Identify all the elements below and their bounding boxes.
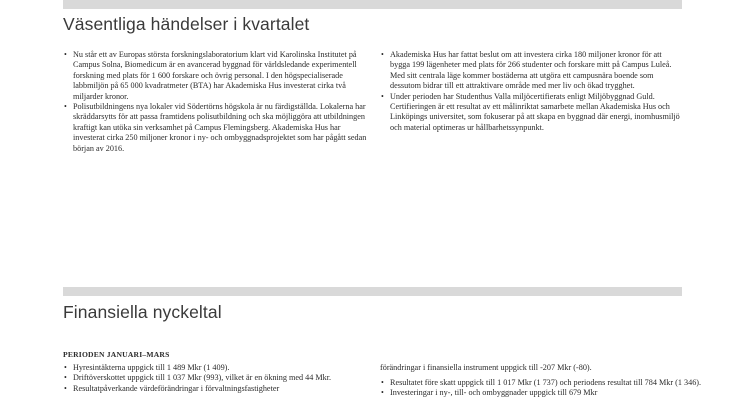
list-item: • Under perioden har Studenthus Valla miljöcertifierats enligt Miljöbyggnad Guld. Certifieringen är ett resultat av ett målinriktat samarbete mellan Akademiska Hus och Linköpings universitet, som fokuserar på att skapa en byggnad där energi, inomhusmiljö och material optimeras ur hållbarhetssynpunkt. <box>380 92 682 134</box>
list-item: • Resultatpåverkande värdeförändringar i förvaltningsfastigheter <box>63 384 367 394</box>
list-item: • Nu står ett av Europas största forskningslaboratorium klart vid Karolinska Institutet på Campus Solna, Biomedicum är en avancerad byggnad för världsledande experimentell forskning med plats för 1 600 forskare och övrig personal. I den högspecialiserade labbmiljön på 65 000 kvadratmeter (BTA) har Akademiska Hus investerat cirka två miljarder kronor. <box>63 50 367 102</box>
list-item: • Akademiska Hus har fattat beslut om att investera cirka 180 miljoner kronor för att bygga 199 lägenheter med plats för 266 studenter och forskare mitt på Campus Luleå. Med sitt centrala läge kommer bostäderna att utgöra ett campusnära boende som dessutom bidrar till ett attraktivare område med mer liv och ökad trygghet. <box>380 50 682 92</box>
list-item: • Investeringar i ny-, till- och ombyggnader uppgick till 679 Mkr <box>380 388 701 398</box>
events-right-list <box>380 50 682 133</box>
section-title-financials: Finansiella nyckeltal <box>63 302 222 322</box>
financials-continued-text: förändringar i finansiella instrument uppgick till -207 Mkr (-80). <box>380 363 592 372</box>
top-divider <box>63 0 682 9</box>
period-label: PERIODEN JANUARI–MARS <box>63 350 170 359</box>
list-item: • Resultatet före skatt uppgick till 1 017 Mkr (1 737) och periodens resultat till 784 Mkr (1 346). <box>380 378 701 388</box>
list-item: • Driftöverskottet uppgick till 1 037 Mkr (993), vilket är en ökning med 44 Mkr. <box>63 373 367 383</box>
section-title-events: Väsentliga händelser i kvartalet <box>63 14 310 34</box>
section-divider <box>63 287 682 296</box>
list-item: • Hyresintäkterna uppgick till 1 489 Mkr (1 409). <box>63 363 367 373</box>
list-item: • Polisutbildningens nya lokaler vid Södertörns högskola är nu färdigställda. Lokalerna har skräddarsytts för att passa framtidens polisutbildning och ska möjliggöra att utbildningen kraftigt kan utöka sin verksamhet på Campus Flemingsberg. Akademiska Hus har investerat cirka 250 miljoner kronor i ny- och ombyggnadsprojektet som har pågått sedan början av 2016. <box>63 102 367 154</box>
financials-left-list <box>63 363 367 394</box>
events-left-list <box>63 50 367 154</box>
financials-right-list <box>380 378 701 399</box>
